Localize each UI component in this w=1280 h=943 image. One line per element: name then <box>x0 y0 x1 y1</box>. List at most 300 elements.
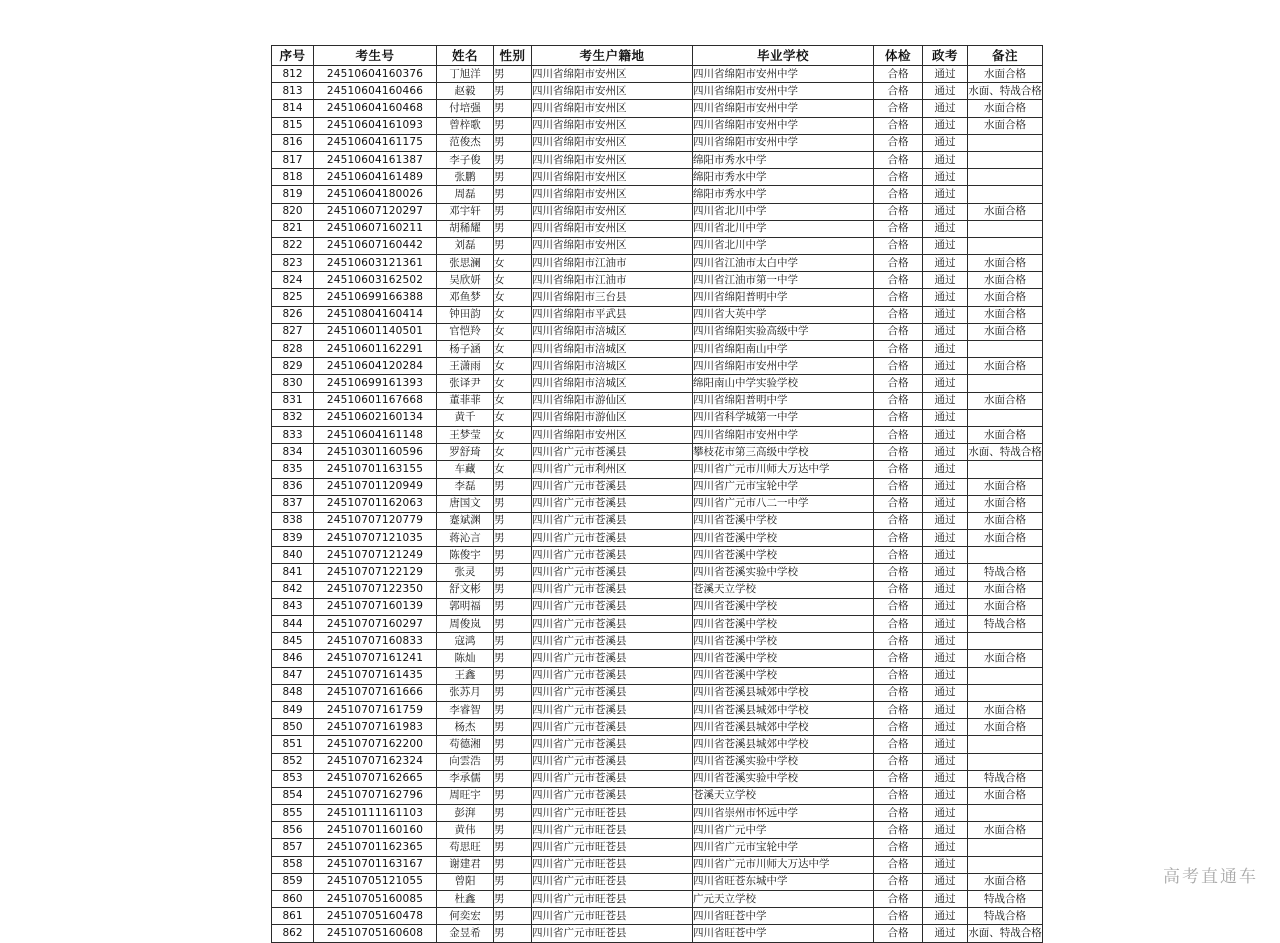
cell-idx: 813 <box>272 83 314 100</box>
cell-phys: 合格 <box>874 787 923 804</box>
cell-pol: 通过 <box>923 66 968 83</box>
cell-remark <box>968 151 1043 168</box>
cell-pol: 通过 <box>923 272 968 289</box>
cell-gender: 男 <box>494 220 532 237</box>
cell-remark <box>968 856 1043 873</box>
cell-name: 吴欣妍 <box>437 272 494 289</box>
cell-phys: 合格 <box>874 289 923 306</box>
cell-school: 四川省苍溪县城郊中学校 <box>693 684 874 701</box>
cell-remark: 水面合格 <box>968 787 1043 804</box>
table-row <box>272 701 1043 718</box>
cell-house: 四川省广元市苍溪县 <box>532 633 693 650</box>
cell-phys: 合格 <box>874 323 923 340</box>
cell-name: 付培强 <box>437 100 494 117</box>
cell-school: 四川省苍溪中学校 <box>693 633 874 650</box>
cell-house: 四川省广元市苍溪县 <box>532 495 693 512</box>
cell-exam: 24510707161241 <box>314 650 437 667</box>
cell-remark: 水面合格 <box>968 530 1043 547</box>
cell-phys: 合格 <box>874 237 923 254</box>
cell-remark: 水面合格 <box>968 598 1043 615</box>
cell-gender: 男 <box>494 667 532 684</box>
cell-name: 苟思旺 <box>437 839 494 856</box>
cell-gender: 男 <box>494 478 532 495</box>
cell-school: 四川省苍溪实验中学校 <box>693 770 874 787</box>
cell-name: 丁旭洋 <box>437 66 494 83</box>
cell-phys: 合格 <box>874 736 923 753</box>
cell-house: 四川省广元市苍溪县 <box>532 701 693 718</box>
table-row <box>272 787 1043 804</box>
cell-exam: 24510707162796 <box>314 787 437 804</box>
cell-name: 李睿智 <box>437 701 494 718</box>
cell-exam: 24510707120779 <box>314 512 437 529</box>
cell-pol: 通过 <box>923 358 968 375</box>
cell-idx: 831 <box>272 392 314 409</box>
cell-name: 陈俊宇 <box>437 547 494 564</box>
cell-house: 四川省广元市苍溪县 <box>532 512 693 529</box>
cell-idx: 821 <box>272 220 314 237</box>
cell-idx: 851 <box>272 736 314 753</box>
cell-idx: 818 <box>272 169 314 186</box>
table-row <box>272 908 1043 925</box>
cell-name: 车藏 <box>437 461 494 478</box>
cell-school: 四川省苍溪中学校 <box>693 667 874 684</box>
cell-idx: 849 <box>272 701 314 718</box>
cell-idx: 830 <box>272 375 314 392</box>
cell-pol: 通过 <box>923 598 968 615</box>
cell-house: 四川省广元市苍溪县 <box>532 787 693 804</box>
cell-pol: 通过 <box>923 134 968 151</box>
cell-remark: 水面合格 <box>968 512 1043 529</box>
cell-pol: 通过 <box>923 426 968 443</box>
cell-idx: 857 <box>272 839 314 856</box>
cell-school: 四川省江油市太白中学 <box>693 255 874 272</box>
cell-idx: 836 <box>272 478 314 495</box>
cell-remark: 水面合格 <box>968 426 1043 443</box>
cell-house: 四川省广元市旺苍县 <box>532 856 693 873</box>
cell-idx: 848 <box>272 684 314 701</box>
cell-school: 四川省广元市八二一中学 <box>693 495 874 512</box>
cell-remark: 特战合格 <box>968 891 1043 908</box>
cell-exam: 24510804160414 <box>314 306 437 323</box>
cell-phys: 合格 <box>874 478 923 495</box>
cell-remark <box>968 375 1043 392</box>
cell-house: 四川省广元市苍溪县 <box>532 753 693 770</box>
cell-pol: 通过 <box>923 237 968 254</box>
cell-name: 邓鱼梦 <box>437 289 494 306</box>
cell-exam: 24510604161148 <box>314 426 437 443</box>
cell-exam: 24510604120284 <box>314 358 437 375</box>
table-row <box>272 220 1043 237</box>
cell-school: 四川省绵阳市安州中学 <box>693 134 874 151</box>
cell-name: 李承儒 <box>437 770 494 787</box>
cell-phys: 合格 <box>874 375 923 392</box>
cell-house: 四川省绵阳市涪城区 <box>532 341 693 358</box>
cell-gender: 女 <box>494 306 532 323</box>
cell-house: 四川省广元市苍溪县 <box>532 736 693 753</box>
cell-house: 四川省绵阳市安州区 <box>532 117 693 134</box>
cell-phys: 合格 <box>874 495 923 512</box>
cell-pol: 通过 <box>923 186 968 203</box>
cell-school: 广元天立学校 <box>693 891 874 908</box>
table-row <box>272 255 1043 272</box>
table-row <box>272 753 1043 770</box>
cell-house: 四川省广元市苍溪县 <box>532 616 693 633</box>
cell-gender: 男 <box>494 512 532 529</box>
cell-pol: 通过 <box>923 495 968 512</box>
cell-phys: 合格 <box>874 770 923 787</box>
cell-gender: 男 <box>494 581 532 598</box>
table-row <box>272 203 1043 220</box>
cell-school: 四川省绵阳市安州中学 <box>693 66 874 83</box>
cell-name: 谢建君 <box>437 856 494 873</box>
table-row <box>272 581 1043 598</box>
cell-idx: 838 <box>272 512 314 529</box>
cell-house: 四川省广元市旺苍县 <box>532 908 693 925</box>
cell-phys: 合格 <box>874 598 923 615</box>
cell-house: 四川省广元市旺苍县 <box>532 805 693 822</box>
cell-house: 四川省绵阳市三台县 <box>532 289 693 306</box>
cell-gender: 女 <box>494 375 532 392</box>
cell-school: 绵阳市秀水中学 <box>693 151 874 168</box>
cell-school: 四川省苍溪中学校 <box>693 530 874 547</box>
table-header <box>272 46 1043 66</box>
cell-idx: 850 <box>272 719 314 736</box>
cell-exam: 24510707161435 <box>314 667 437 684</box>
cell-exam: 24510607160442 <box>314 237 437 254</box>
cell-idx: 833 <box>272 426 314 443</box>
cell-phys: 合格 <box>874 512 923 529</box>
cell-pol: 通过 <box>923 925 968 942</box>
cell-name: 张译尹 <box>437 375 494 392</box>
cell-remark <box>968 839 1043 856</box>
cell-name: 金昱希 <box>437 925 494 942</box>
table-row <box>272 409 1043 426</box>
cell-exam: 24510701163155 <box>314 461 437 478</box>
cell-pol: 通过 <box>923 822 968 839</box>
cell-name: 杨子涵 <box>437 341 494 358</box>
cell-idx: 819 <box>272 186 314 203</box>
cell-name: 苟德湘 <box>437 736 494 753</box>
cell-phys: 合格 <box>874 873 923 890</box>
cell-house: 四川省广元市旺苍县 <box>532 839 693 856</box>
cell-remark: 水面合格 <box>968 478 1043 495</box>
cell-pol: 通过 <box>923 650 968 667</box>
cell-phys: 合格 <box>874 925 923 942</box>
column-header-idx: 序号 <box>272 46 314 66</box>
cell-gender: 男 <box>494 770 532 787</box>
cell-phys: 合格 <box>874 701 923 718</box>
cell-idx: 814 <box>272 100 314 117</box>
cell-school: 四川省苍溪中学校 <box>693 616 874 633</box>
cell-school: 攀枝花市第三高级中学校 <box>693 444 874 461</box>
cell-remark <box>968 220 1043 237</box>
table-body <box>272 66 1043 943</box>
cell-name: 赵毅 <box>437 83 494 100</box>
cell-name: 向雲浩 <box>437 753 494 770</box>
cell-house: 四川省广元市苍溪县 <box>532 770 693 787</box>
cell-gender: 男 <box>494 134 532 151</box>
cell-exam: 24510604160468 <box>314 100 437 117</box>
cell-remark: 水面合格 <box>968 495 1043 512</box>
cell-name: 周俊岚 <box>437 616 494 633</box>
cell-name: 蹇斌渊 <box>437 512 494 529</box>
cell-remark: 水面、特战合格 <box>968 444 1043 461</box>
cell-idx: 859 <box>272 873 314 890</box>
cell-gender: 女 <box>494 272 532 289</box>
cell-pol: 通过 <box>923 203 968 220</box>
cell-exam: 24510705121055 <box>314 873 437 890</box>
table-header-row <box>272 46 1043 66</box>
cell-remark: 水面合格 <box>968 117 1043 134</box>
table-row <box>272 289 1043 306</box>
cell-school: 四川省苍溪县城郊中学校 <box>693 736 874 753</box>
cell-school: 四川省绵阳市安州中学 <box>693 100 874 117</box>
cell-gender: 男 <box>494 633 532 650</box>
cell-gender: 男 <box>494 684 532 701</box>
cell-exam: 24510111161103 <box>314 805 437 822</box>
cell-house: 四川省广元市苍溪县 <box>532 684 693 701</box>
cell-phys: 合格 <box>874 169 923 186</box>
cell-remark: 水面合格 <box>968 873 1043 890</box>
cell-school: 四川省广元市宝轮中学 <box>693 478 874 495</box>
cell-pol: 通过 <box>923 856 968 873</box>
cell-phys: 合格 <box>874 719 923 736</box>
cell-idx: 829 <box>272 358 314 375</box>
cell-name: 张苏月 <box>437 684 494 701</box>
cell-school: 四川省崇州市怀远中学 <box>693 805 874 822</box>
cell-house: 四川省绵阳市涪城区 <box>532 358 693 375</box>
cell-exam: 24510705160608 <box>314 925 437 942</box>
cell-gender: 男 <box>494 753 532 770</box>
cell-idx: 822 <box>272 237 314 254</box>
cell-exam: 24510604160466 <box>314 83 437 100</box>
cell-gender: 男 <box>494 839 532 856</box>
cell-gender: 男 <box>494 908 532 925</box>
cell-pol: 通过 <box>923 220 968 237</box>
cell-idx: 842 <box>272 581 314 598</box>
cell-school: 四川省北川中学 <box>693 220 874 237</box>
cell-house: 四川省绵阳市安州区 <box>532 237 693 254</box>
cell-pol: 通过 <box>923 289 968 306</box>
cell-exam: 24510707162200 <box>314 736 437 753</box>
table-row <box>272 633 1043 650</box>
cell-gender: 女 <box>494 358 532 375</box>
column-header-phys: 体检 <box>874 46 923 66</box>
cell-exam: 24510607160211 <box>314 220 437 237</box>
cell-phys: 合格 <box>874 461 923 478</box>
table-row <box>272 805 1043 822</box>
cell-pol: 通过 <box>923 787 968 804</box>
cell-name: 寇鸿 <box>437 633 494 650</box>
cell-pol: 通过 <box>923 255 968 272</box>
cell-name: 范俊杰 <box>437 134 494 151</box>
cell-phys: 合格 <box>874 908 923 925</box>
cell-exam: 24510707161983 <box>314 719 437 736</box>
cell-name: 曾梓歌 <box>437 117 494 134</box>
cell-remark <box>968 547 1043 564</box>
column-header-pol: 政考 <box>923 46 968 66</box>
cell-school: 苍溪天立学校 <box>693 787 874 804</box>
cell-idx: 812 <box>272 66 314 83</box>
cell-name: 李子俊 <box>437 151 494 168</box>
cell-pol: 通过 <box>923 839 968 856</box>
cell-gender: 女 <box>494 426 532 443</box>
cell-name: 李磊 <box>437 478 494 495</box>
cell-idx: 834 <box>272 444 314 461</box>
cell-exam: 24510607120297 <box>314 203 437 220</box>
table-row <box>272 736 1043 753</box>
cell-house: 四川省绵阳市游仙区 <box>532 392 693 409</box>
cell-name: 曾阳 <box>437 873 494 890</box>
cell-name: 张思澜 <box>437 255 494 272</box>
cell-pol: 通过 <box>923 375 968 392</box>
cell-school: 绵阳南山中学实验学校 <box>693 375 874 392</box>
cell-gender: 男 <box>494 186 532 203</box>
cell-gender: 男 <box>494 530 532 547</box>
cell-name: 蒋沁言 <box>437 530 494 547</box>
cell-phys: 合格 <box>874 444 923 461</box>
table-row <box>272 822 1043 839</box>
cell-remark <box>968 237 1043 254</box>
table-row <box>272 237 1043 254</box>
cell-house: 四川省绵阳市涪城区 <box>532 375 693 392</box>
cell-school: 四川省大英中学 <box>693 306 874 323</box>
cell-idx: 839 <box>272 530 314 547</box>
cell-idx: 855 <box>272 805 314 822</box>
cell-school: 四川省广元中学 <box>693 822 874 839</box>
cell-exam: 24510604160376 <box>314 66 437 83</box>
cell-name: 王鑫 <box>437 667 494 684</box>
cell-pol: 通过 <box>923 684 968 701</box>
cell-name: 罗舒琦 <box>437 444 494 461</box>
cell-house: 四川省广元市苍溪县 <box>532 719 693 736</box>
cell-house: 四川省绵阳市安州区 <box>532 426 693 443</box>
cell-house: 四川省绵阳市安州区 <box>532 66 693 83</box>
table-row <box>272 512 1043 529</box>
cell-exam: 24510604161175 <box>314 134 437 151</box>
cell-idx: 826 <box>272 306 314 323</box>
cell-remark <box>968 684 1043 701</box>
cell-remark <box>968 409 1043 426</box>
cell-phys: 合格 <box>874 891 923 908</box>
cell-remark: 特战合格 <box>968 564 1043 581</box>
cell-phys: 合格 <box>874 100 923 117</box>
cell-phys: 合格 <box>874 684 923 701</box>
table-row <box>272 341 1043 358</box>
cell-exam: 24510705160478 <box>314 908 437 925</box>
cell-gender: 男 <box>494 83 532 100</box>
cell-name: 唐国文 <box>437 495 494 512</box>
cell-pol: 通过 <box>923 701 968 718</box>
cell-idx: 837 <box>272 495 314 512</box>
cell-house: 四川省绵阳市安州区 <box>532 169 693 186</box>
cell-exam: 24510707162665 <box>314 770 437 787</box>
cell-pol: 通过 <box>923 891 968 908</box>
cell-gender: 男 <box>494 564 532 581</box>
cell-name: 杜鑫 <box>437 891 494 908</box>
cell-exam: 24510699161393 <box>314 375 437 392</box>
table-row <box>272 684 1043 701</box>
column-header-gender: 性别 <box>494 46 532 66</box>
cell-pol: 通过 <box>923 100 968 117</box>
cell-remark: 水面合格 <box>968 255 1043 272</box>
cell-phys: 合格 <box>874 633 923 650</box>
cell-house: 四川省绵阳市安州区 <box>532 151 693 168</box>
cell-idx: 846 <box>272 650 314 667</box>
table-row <box>272 66 1043 83</box>
cell-pol: 通过 <box>923 306 968 323</box>
cell-phys: 合格 <box>874 547 923 564</box>
cell-phys: 合格 <box>874 134 923 151</box>
cell-exam: 24510301160596 <box>314 444 437 461</box>
cell-school: 四川省苍溪中学校 <box>693 598 874 615</box>
cell-school: 四川省绵阳实验高级中学 <box>693 323 874 340</box>
cell-gender: 男 <box>494 805 532 822</box>
cell-gender: 男 <box>494 736 532 753</box>
cell-phys: 合格 <box>874 650 923 667</box>
cell-house: 四川省广元市苍溪县 <box>532 444 693 461</box>
cell-gender: 男 <box>494 117 532 134</box>
cell-school: 四川省广元市宝轮中学 <box>693 839 874 856</box>
cell-pol: 通过 <box>923 667 968 684</box>
cell-school: 四川省苍溪中学校 <box>693 512 874 529</box>
cell-school: 四川省广元市川师大万达中学 <box>693 461 874 478</box>
cell-house: 四川省广元市旺苍县 <box>532 925 693 942</box>
cell-remark: 水面、特战合格 <box>968 83 1043 100</box>
cell-exam: 24510701163167 <box>314 856 437 873</box>
table-row <box>272 719 1043 736</box>
cell-pol: 通过 <box>923 83 968 100</box>
cell-name: 舒文彬 <box>437 581 494 598</box>
cell-house: 四川省广元市苍溪县 <box>532 530 693 547</box>
cell-house: 四川省广元市旺苍县 <box>532 873 693 890</box>
cell-school: 四川省绵阳市安州中学 <box>693 358 874 375</box>
table-row <box>272 186 1043 203</box>
cell-house: 四川省绵阳市江油市 <box>532 255 693 272</box>
cell-school: 四川省广元市川师大万达中学 <box>693 856 874 873</box>
table-row <box>272 272 1043 289</box>
cell-idx: 844 <box>272 616 314 633</box>
cell-gender: 男 <box>494 598 532 615</box>
cell-remark: 特战合格 <box>968 908 1043 925</box>
cell-phys: 合格 <box>874 151 923 168</box>
cell-remark: 水面合格 <box>968 100 1043 117</box>
cell-gender: 男 <box>494 237 532 254</box>
cell-house: 四川省绵阳市涪城区 <box>532 323 693 340</box>
cell-idx: 817 <box>272 151 314 168</box>
cell-idx: 853 <box>272 770 314 787</box>
table-row <box>272 598 1043 615</box>
column-header-name: 姓名 <box>437 46 494 66</box>
cell-school: 四川省科学城第一中学 <box>693 409 874 426</box>
cell-pol: 通过 <box>923 341 968 358</box>
cell-idx: 847 <box>272 667 314 684</box>
cell-exam: 24510701162365 <box>314 839 437 856</box>
cell-pol: 通过 <box>923 444 968 461</box>
cell-pol: 通过 <box>923 151 968 168</box>
table-row <box>272 392 1043 409</box>
table-row <box>272 925 1043 942</box>
cell-remark: 水面合格 <box>968 701 1043 718</box>
cell-idx: 825 <box>272 289 314 306</box>
cell-house: 四川省广元市苍溪县 <box>532 650 693 667</box>
cell-idx: 858 <box>272 856 314 873</box>
cell-exam: 24510604180026 <box>314 186 437 203</box>
cell-idx: 832 <box>272 409 314 426</box>
cell-idx: 845 <box>272 633 314 650</box>
cell-pol: 通过 <box>923 908 968 925</box>
cell-pol: 通过 <box>923 581 968 598</box>
